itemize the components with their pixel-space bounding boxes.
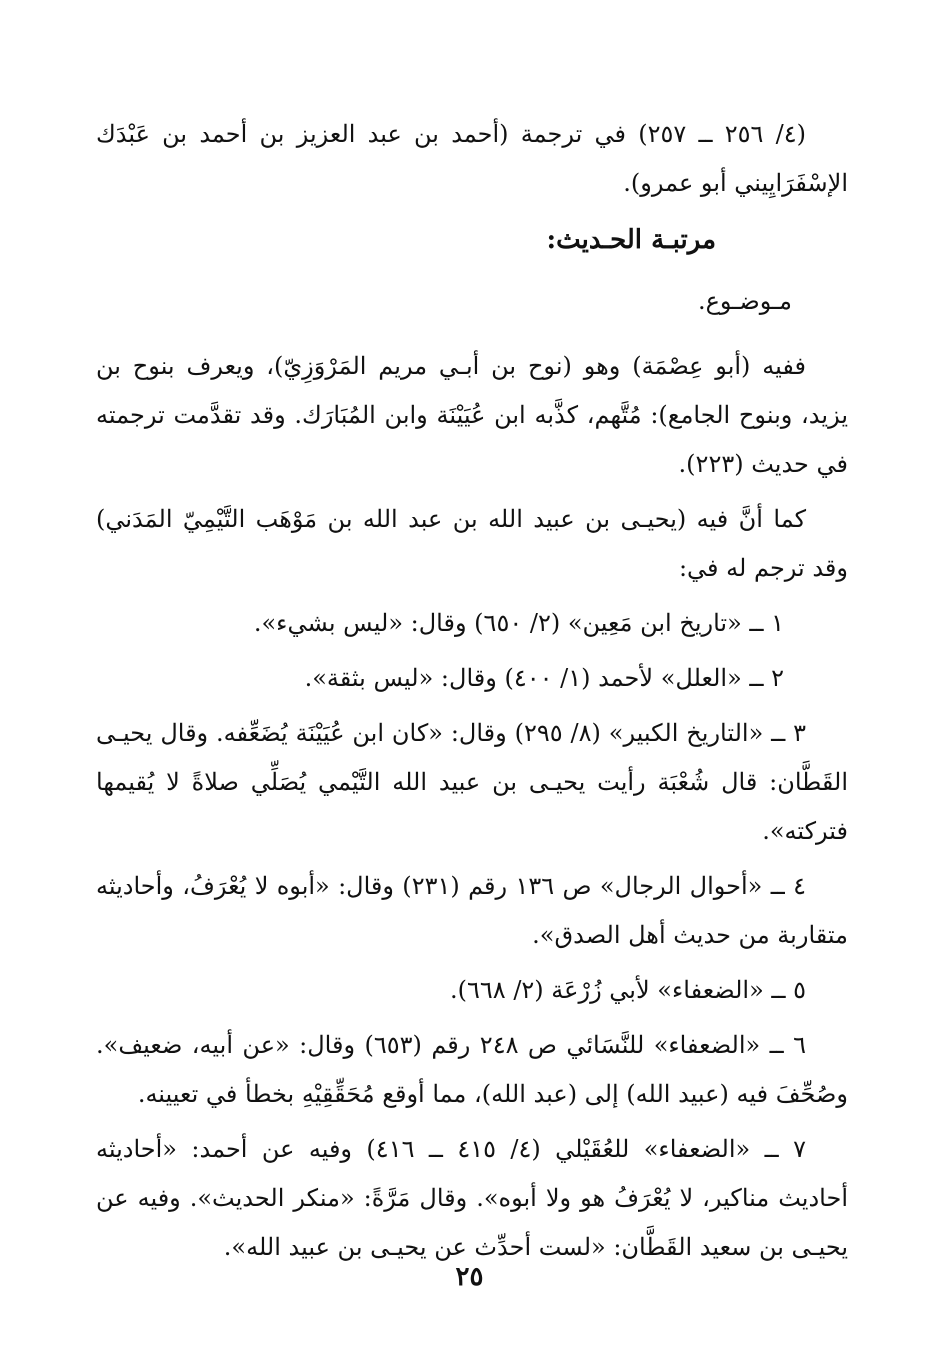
source-item-text: «تاريخ ابن مَعِين» (٢/ ٦٥٠) وقال: «ليس بشيء». <box>253 609 742 637</box>
source-item <box>96 966 848 1015</box>
source-item <box>96 654 848 703</box>
source-item-text: «التاريخ الكبير» (٨/ ٢٩٥) وقال: «كان ابن عُيَيْنَة يُضَعِّفه. وقال يحيـى القَطَّان: قال شُعْبَة رأيت يحيـى بن عبيد الله التَّيْمي يُصَلِّي صلاةً لا يُقيمها فتركته». <box>96 719 848 845</box>
source-item-number: ٤ ــ <box>770 872 806 900</box>
source-item-number: ٣ ــ <box>771 719 806 747</box>
source-item-text: «الضعفاء» للنَّسَائي ص ٢٤٨ رقم (٦٥٣) وقال: «عن أبيه، ضعيف». وصُحِّفَ فيه (عبيد الله) إلى (عبد الله)، مما أوقع مُحَقِّقِيْهِ بخطأ في تعيينه. <box>96 1031 848 1108</box>
verdict-text: مـوضـوع. <box>697 287 792 315</box>
intro-paragraph: (٤/ ٢٥٦ ــ ٢٥٧) في ترجمة (أحمد بن عبد العزيز بن أحمد بن عَبْدَك الإسْفَرَايِيني أبو عمرو). <box>96 120 848 197</box>
narrator-paragraph: ففيه (أبو عِصْمَة) وهو (نوح بن أبـي مريم المَرْوَزِيّ)، ويعرف بنوح بن يزيد، وبنوح الجامع): مُتَّهم، كذَّبه ابن عُيَيْنَة وابن المُبَارَك. وقد تقدَّمت ترجمته في حديث (٢٢٣). <box>96 352 848 478</box>
second-narrator-paragraph: كما أنَّ فيه (يحيـى بن عبيد الله بن عبد الله بن مَوْهَب التَّيْمِيّ المَدَني) وقد ترجم له في: <box>96 505 848 582</box>
source-item <box>96 862 848 960</box>
source-item-number: ٢ ــ <box>749 664 784 692</box>
source-item <box>96 709 848 856</box>
source-item-number: ١ ــ <box>749 609 784 637</box>
section-heading: مرتبـة الحـديث: <box>546 225 716 255</box>
page-body <box>96 110 848 1278</box>
source-item-text: «الضعفاء» للعُقَيْلي (٤/ ٤١٥ ــ ٤١٦) وفيه عن أحمد: «أحاديثه أحاديث مناكير، لا يُعْرَفُ هو ولا أبوه». وقال مَرَّةً: «منكر الحديث». وفيه عن يحيـى بن سعيد القَطَّان: «لست أحدِّث عن يحيـى بن عبيد الله». <box>96 1135 848 1261</box>
source-item-text: «الضعفاء» لأبي زُرْعَة (٢/ ٦٦٨). <box>450 976 764 1004</box>
source-item-number: ٥ ــ <box>771 976 806 1004</box>
sources-list <box>96 599 848 1272</box>
source-item-text: «العلل» لأحمد (١/ ٤٠٠) وقال: «ليس بثقة». <box>304 664 742 692</box>
source-item <box>96 1125 848 1272</box>
source-item <box>96 599 848 648</box>
page-number: ٢٥ <box>455 1262 484 1292</box>
source-item-number: ٦ ــ <box>769 1031 806 1059</box>
source-item <box>96 1021 848 1119</box>
source-item-text: «أحوال الرجال» ص ١٣٦ رقم (٢٣١) وقال: «أبوه لا يُعْرَفُ، وأحاديثه متقاربة من حديث أهل الصدق». <box>96 872 848 949</box>
source-item-number: ٧ ــ <box>764 1135 806 1163</box>
